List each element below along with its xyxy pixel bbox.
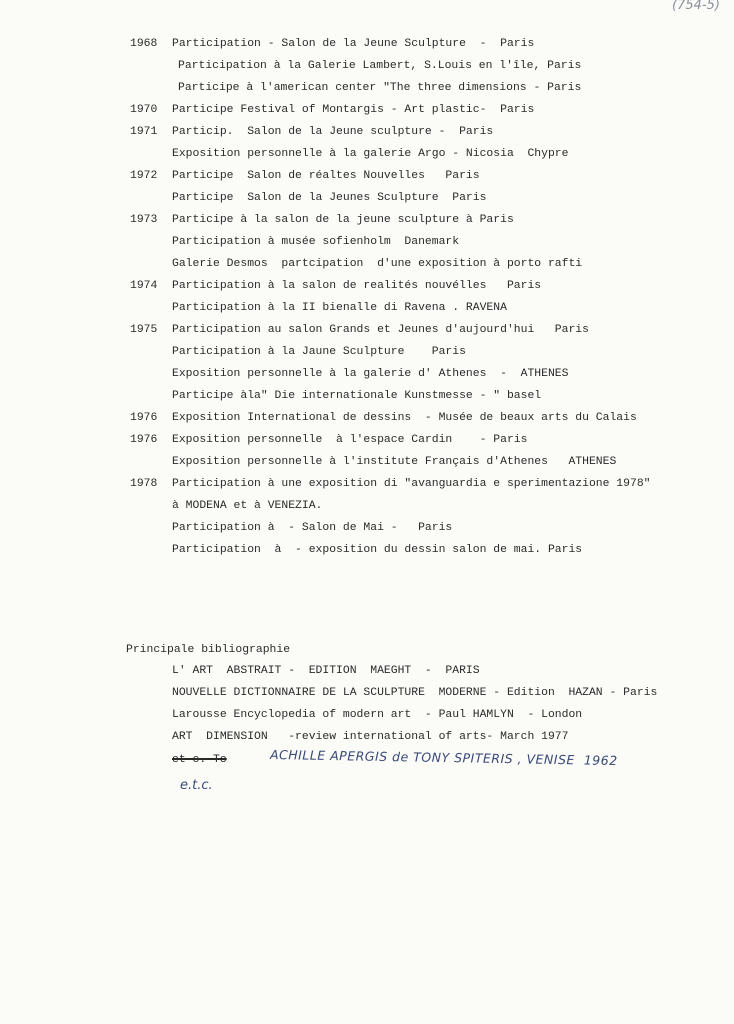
exhibition-entry: Exposition personnelle à l'espace Cardin - Paris bbox=[172, 434, 528, 446]
exhibition-entry: Participation à la Jaune Sculpture Paris bbox=[172, 346, 466, 358]
exhibition-year: 1968 bbox=[130, 38, 158, 50]
exhibition-entry: Exposition personnelle à la galerie Argo - Nicosia Chypre bbox=[172, 148, 569, 160]
exhibition-entry: Participation à la II bienalle di Ravena . RAVENA bbox=[172, 302, 507, 314]
exhibition-year: 1971 bbox=[130, 126, 158, 138]
exhibition-entry: Participation à la Galerie Lambert, S.Louis en l'île, Paris bbox=[178, 60, 582, 72]
exhibition-entry: Participation à une exposition di "avanguardia e sperimentazione 1978" bbox=[172, 478, 651, 490]
exhibition-entry: Exposition International de dessins - Musée de beaux arts du Calais bbox=[172, 412, 637, 424]
exhibition-year: 1975 bbox=[130, 324, 158, 336]
exhibition-entry: Participe à la salon de la jeune sculpture à Paris bbox=[172, 214, 514, 226]
exhibition-year: 1973 bbox=[130, 214, 158, 226]
exhibition-entry: Particip. Salon de la Jeune sculpture - Paris bbox=[172, 126, 494, 138]
exhibition-year: 1976 bbox=[130, 434, 158, 446]
exhibition-entry: Participe Salon de réaltes Nouvelles Paris bbox=[172, 170, 480, 182]
exhibition-entry: Galerie Desmos partcipation d'une exposition à porto rafti bbox=[172, 258, 583, 270]
bibliography-item: NOUVELLE DICTIONNAIRE DE LA SCULPTURE MODERNE - Edition HAZAN - Paris bbox=[172, 687, 658, 699]
bibliography-item: Larousse Encyclopedia of modern art - Paul HAMLYN - London bbox=[172, 709, 583, 721]
exhibition-entry: Participe Festival of Montargis - Art plastic- Paris bbox=[172, 104, 535, 116]
exhibition-entry: Participe Salon de la Jeunes Sculpture Paris bbox=[172, 192, 487, 204]
handwritten-note: ACHILLE APERGIS de TONY SPITERIS , VENISE 1962 bbox=[269, 746, 618, 769]
exhibition-year: 1978 bbox=[130, 478, 158, 490]
exhibition-entry: à MODENA et à VENEZIA. bbox=[172, 500, 323, 512]
exhibition-entry: Participation à la salon de realités nouvélles Paris bbox=[172, 280, 542, 292]
archive-reference: (754-5) bbox=[672, 0, 720, 13]
exhibition-entry: Participe àla" Die internationale Kunstmesse - " basel bbox=[172, 390, 542, 402]
exhibition-entry: Participe à l'american center "The three dimensions - Paris bbox=[178, 82, 582, 94]
exhibition-entry: Exposition personnelle à l'institute Français d'Athenes ATHENES bbox=[172, 456, 617, 468]
exhibition-entry: Participation - Salon de la Jeune Sculpture - Paris bbox=[172, 38, 535, 50]
bibliography-heading: Principale bibliographie bbox=[126, 644, 291, 656]
exhibition-entry: Participation à - Salon de Mai - Paris bbox=[172, 522, 453, 534]
exhibition-year: 1972 bbox=[130, 170, 158, 182]
handwritten-etc: e.t.c. bbox=[180, 778, 213, 793]
exhibition-entry: Exposition personnelle à la galerie d' Athenes - ATHENES bbox=[172, 368, 569, 380]
exhibition-year: 1970 bbox=[130, 104, 158, 116]
struck-text: et c. To bbox=[172, 754, 227, 766]
bibliography-item: L' ART ABSTRAIT - EDITION MAEGHT - PARIS bbox=[172, 665, 480, 677]
exhibition-year: 1976 bbox=[130, 412, 158, 424]
exhibition-entry: Participation à musée sofienholm Danemark bbox=[172, 236, 460, 248]
exhibition-entry: Participation au salon Grands et Jeunes d'aujourd'hui Paris bbox=[172, 324, 589, 336]
bibliography-item: ART DIMENSION -review international of arts- March 1977 bbox=[172, 731, 569, 743]
exhibition-year: 1974 bbox=[130, 280, 158, 292]
exhibition-entry: Participation à - exposition du dessin salon de mai. Paris bbox=[172, 544, 583, 556]
